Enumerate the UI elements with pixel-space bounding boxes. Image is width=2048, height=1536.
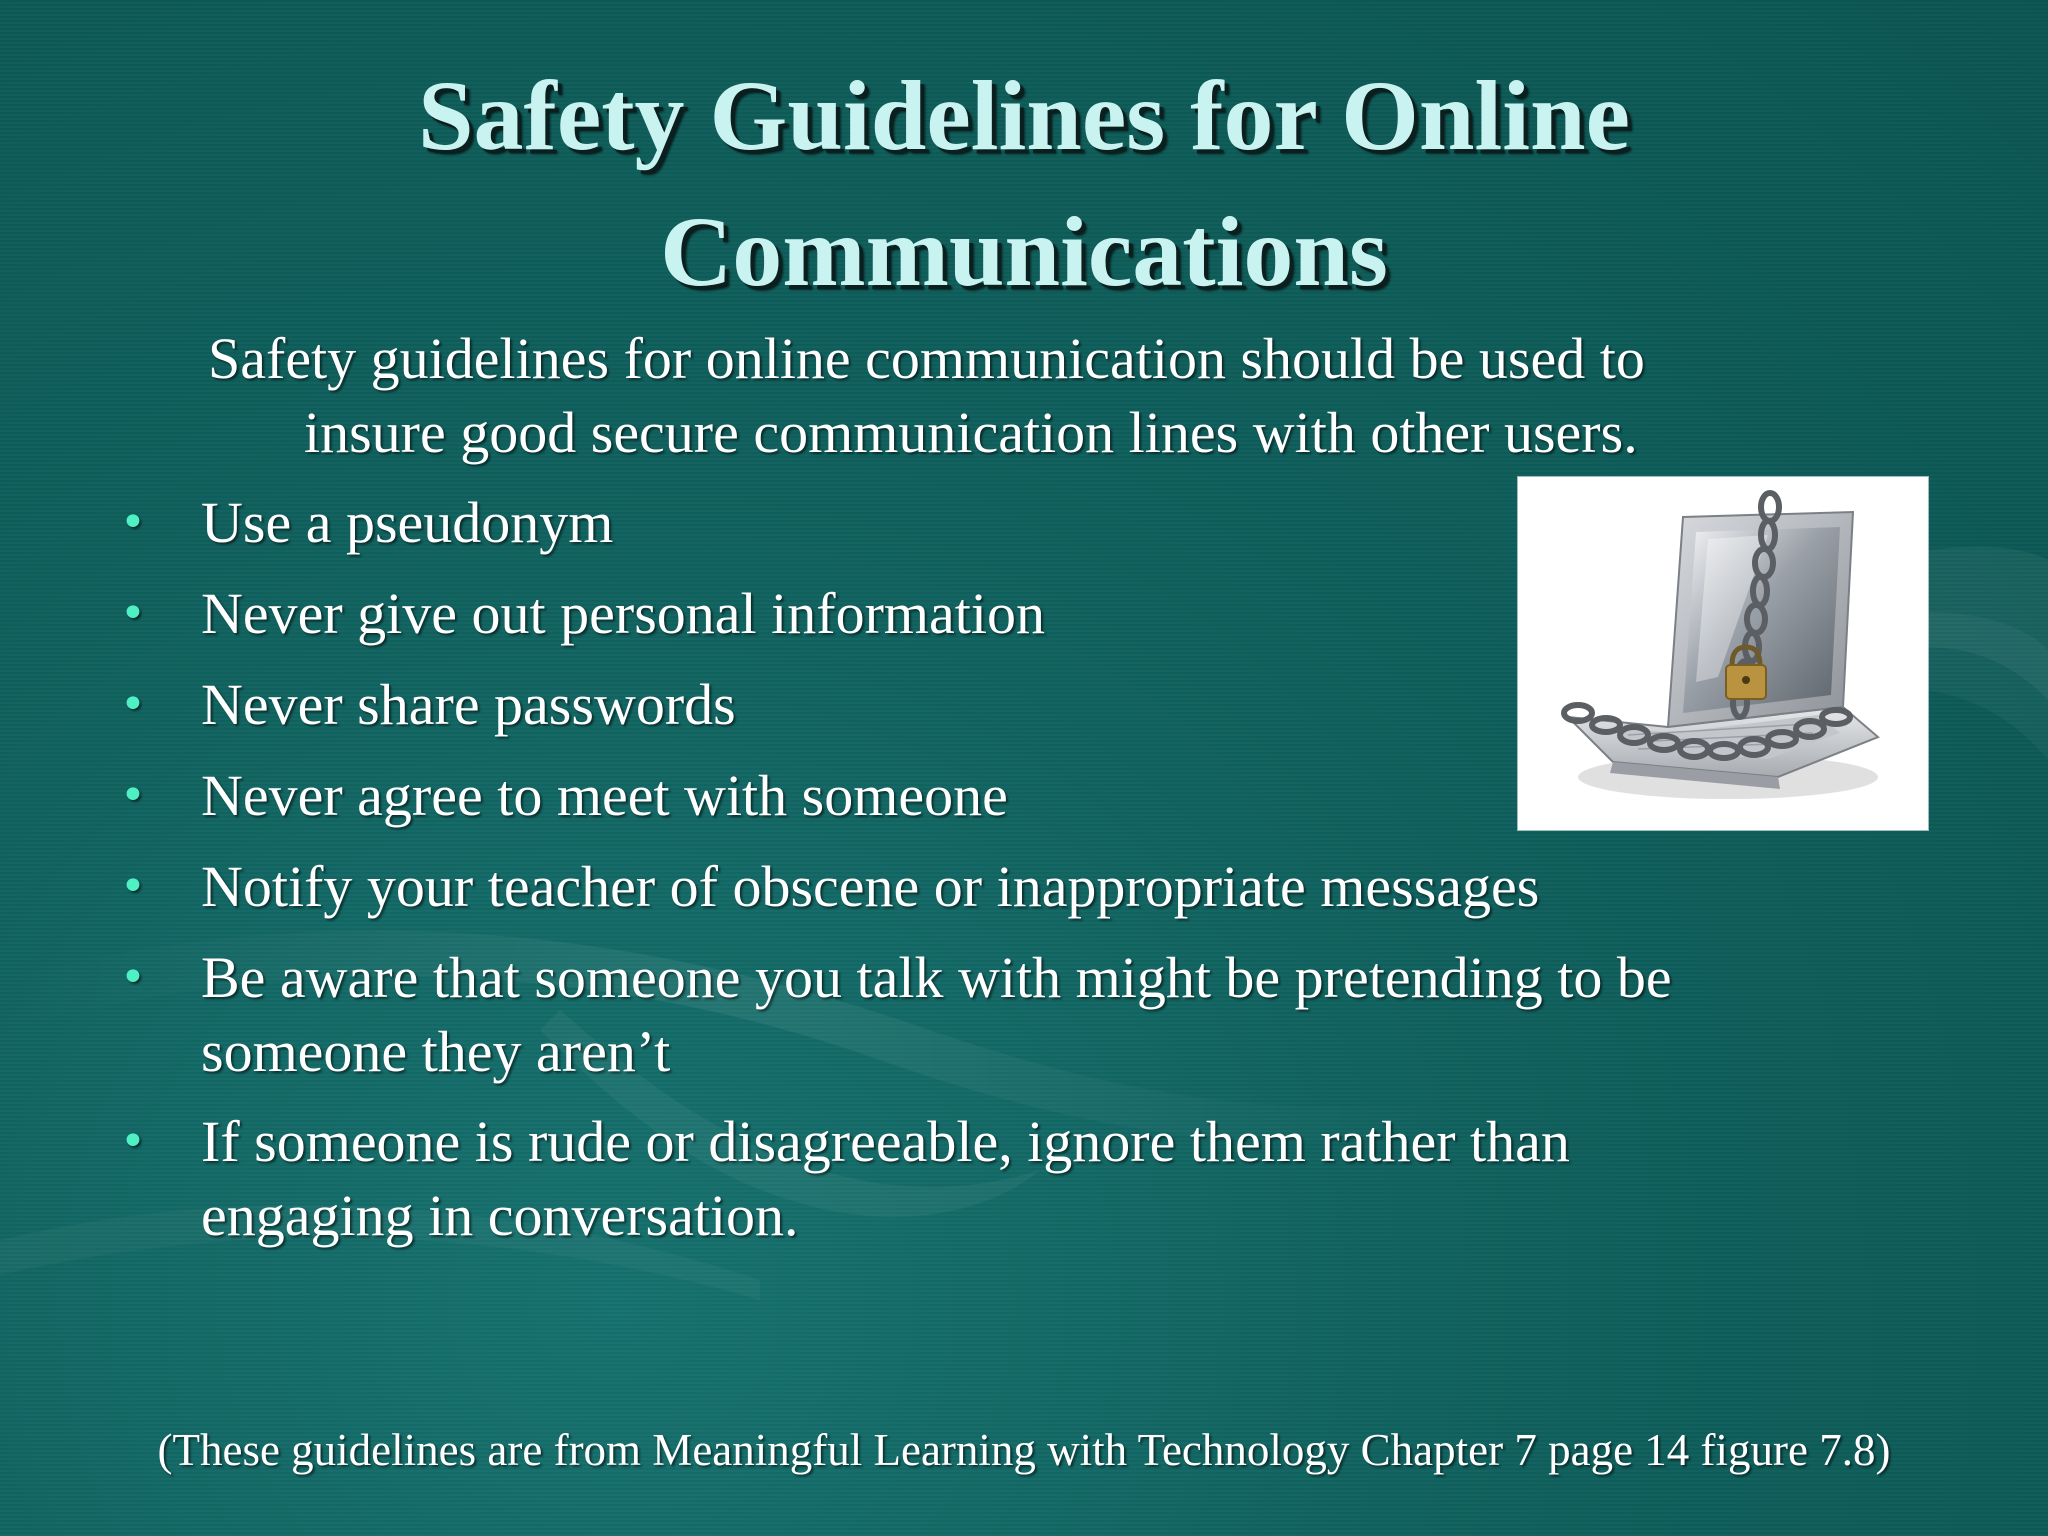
bullet-icon: • <box>120 497 146 548</box>
slide-title-line-2: Communications <box>660 196 1388 307</box>
bullet-icon: • <box>120 1116 146 1167</box>
list-item-text-continued: engaging in conversation. <box>201 1183 799 1248</box>
bullet-icon: • <box>120 770 146 821</box>
list-item <box>120 850 1900 924</box>
list-item-text: Use a pseudonym <box>201 490 614 555</box>
slide-title <box>0 48 2048 320</box>
list-item-text: Notify your teacher of obscene or inappropriate messages <box>201 854 1540 919</box>
intro-line-2: insure good secure communication lines with other users. <box>304 400 1638 465</box>
bullet-icon: • <box>120 861 146 912</box>
bullet-icon: • <box>120 679 146 730</box>
chained-laptop-image <box>1518 477 1928 830</box>
slide-title-line-1: Safety Guidelines for Online <box>417 60 1631 171</box>
intro-paragraph <box>200 322 1880 470</box>
list-item-text: Never give out personal information <box>201 581 1045 646</box>
source-footnote: (These guidelines are from Meaningful Learning with Technology Chapter 7 page 14 figure 7.8) <box>157 1425 1891 1475</box>
chained-laptop-icon <box>1518 477 1928 830</box>
bullet-icon: • <box>120 588 146 639</box>
list-item-text: Be aware that someone you talk with might be pretending to be <box>201 945 1672 1010</box>
list-item <box>120 941 1900 1089</box>
intro-line-1: Safety guidelines for online communication should be used to <box>208 326 1645 391</box>
list-item-text-continued: someone they aren’t <box>201 1019 671 1084</box>
list-item-text: If someone is rude or disagreeable, ignore them rather than <box>201 1109 1570 1174</box>
list-item-text: Never agree to meet with someone <box>201 763 1008 828</box>
bullet-icon: • <box>120 952 146 1003</box>
list-item <box>120 1105 1900 1253</box>
list-item-text: Never share passwords <box>201 672 736 737</box>
